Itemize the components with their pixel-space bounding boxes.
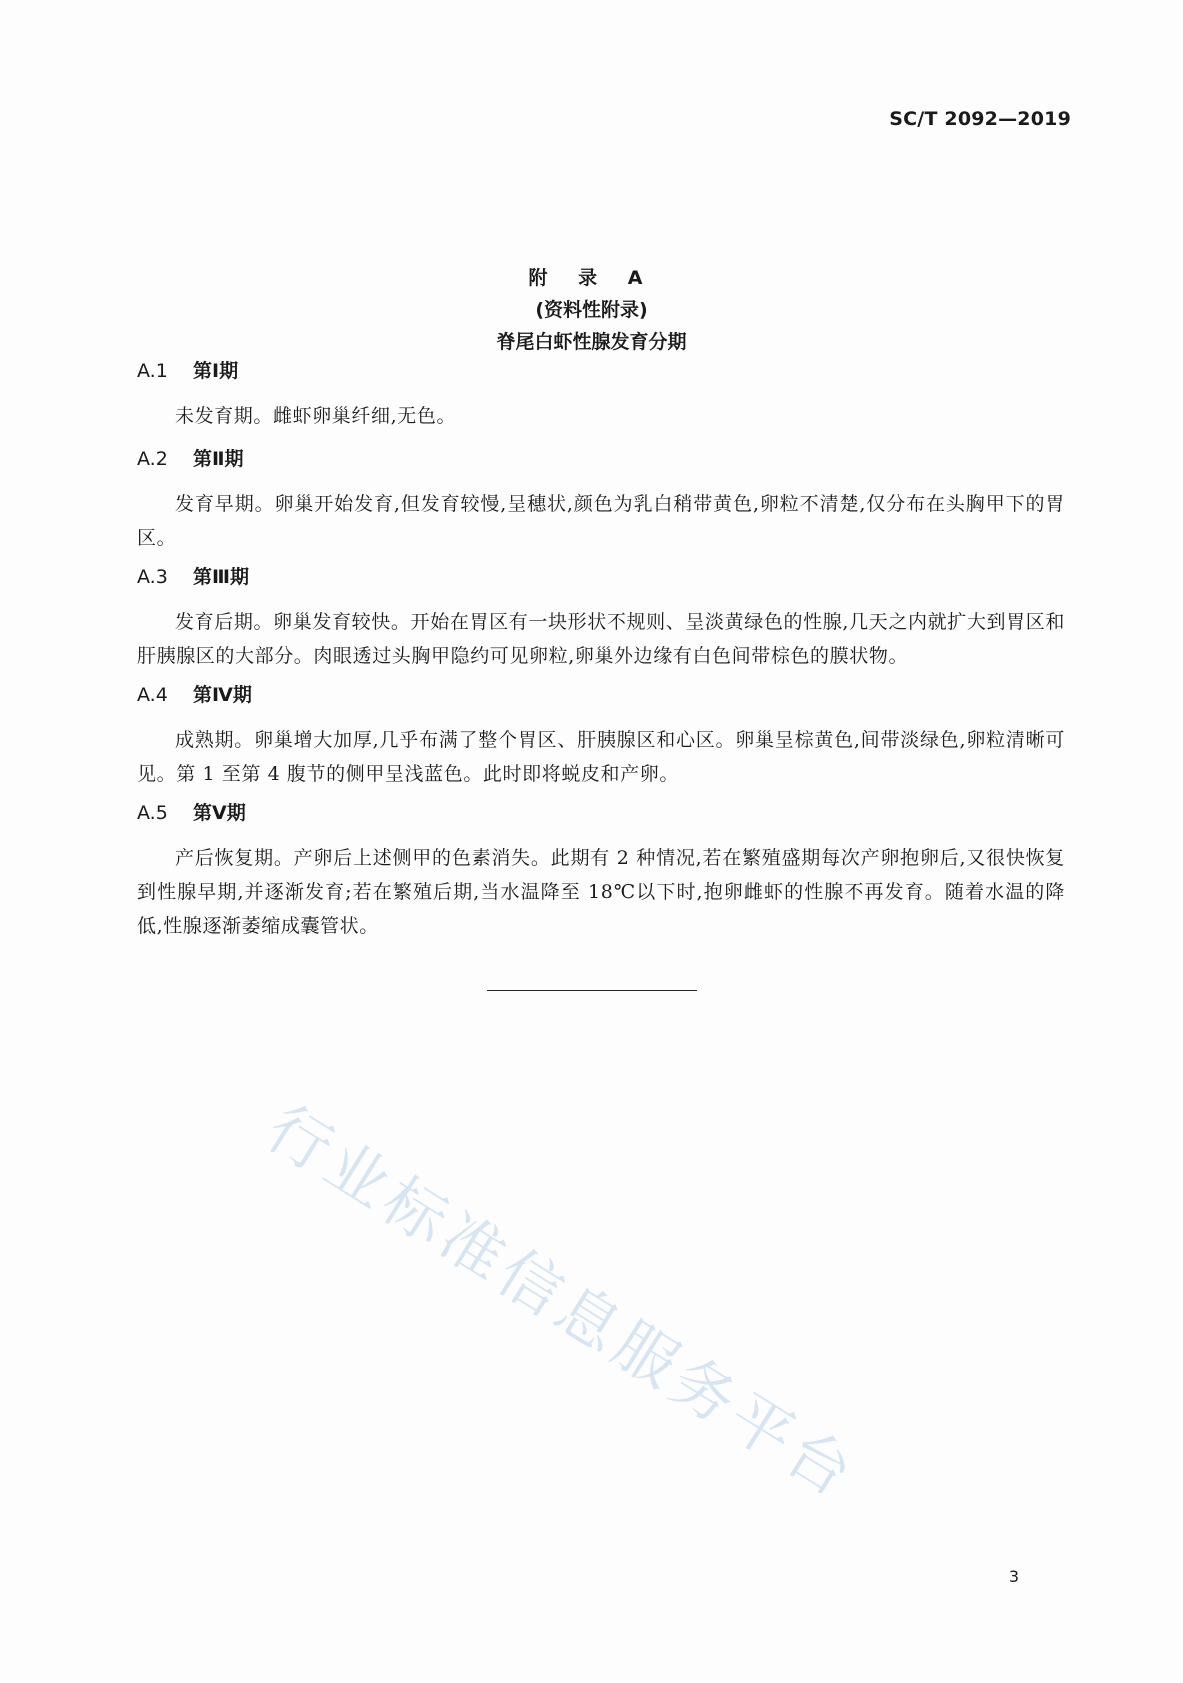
watermark: 行业标准信息服务平台 bbox=[254, 1091, 870, 1514]
section-title: 第Ⅰ期 bbox=[193, 360, 239, 382]
annex-header bbox=[0, 262, 1183, 358]
section-number: A.1 bbox=[137, 360, 168, 382]
section-title: 第Ⅴ期 bbox=[193, 802, 246, 824]
section-title: 第Ⅱ期 bbox=[193, 448, 244, 470]
section-body: 发育早期。卵巢开始发育,但发育较慢,呈穗状,颜色为乳白稍带黄色,卵粒不清楚,仅分布在头胸甲下的胃区。 bbox=[137, 493, 1065, 549]
section-a5 bbox=[137, 799, 1065, 943]
section-heading bbox=[137, 357, 1065, 385]
annex-type: (资料性附录) bbox=[535, 299, 648, 321]
section-body: 产后恢复期。产卵后上述侧甲的色素消失。此期有 2 种情况,若在繁殖盛期每次产卵抱卵后,又很快恢复到性腺早期,并逐渐发育;若在繁殖后期,当水温降至 18℃以下时,抱卵雌虾的性腺不再发育。随着水温的降低,性腺逐渐萎缩成囊管状。 bbox=[137, 847, 1065, 937]
document-code: SC/T 2092—2019 bbox=[889, 108, 1071, 130]
section-title: 第Ⅳ期 bbox=[193, 684, 252, 706]
section-heading bbox=[137, 681, 1065, 709]
section-a1 bbox=[137, 357, 1065, 433]
section-body: 未发育期。雌虾卵巢纤细,无色。 bbox=[175, 405, 457, 427]
section-body: 发育后期。卵巢发育较快。开始在胃区有一块形状不规则、呈淡黄绿色的性腺,几天之内就扩大到胃区和肝胰腺区的大部分。肉眼透过头胸甲隐约可见卵粒,卵巢外边缘有白色间带棕色的膜状物。 bbox=[137, 611, 1065, 667]
section-number: A.3 bbox=[137, 566, 168, 588]
section-a4 bbox=[137, 681, 1065, 791]
annex-subtitle: 脊尾白虾性腺发育分期 bbox=[496, 331, 687, 353]
section-heading bbox=[137, 563, 1065, 591]
page-number: 3 bbox=[1008, 1567, 1019, 1586]
end-rule bbox=[487, 990, 697, 991]
section-title: 第Ⅲ期 bbox=[193, 566, 249, 588]
section-number: A.2 bbox=[137, 448, 168, 470]
section-a2 bbox=[137, 445, 1065, 555]
annex-title: 附 录 A bbox=[528, 267, 655, 289]
section-heading bbox=[137, 445, 1065, 473]
section-a3 bbox=[137, 563, 1065, 673]
section-body: 成熟期。卵巢增大加厚,几乎布满了整个胃区、肝胰腺区和心区。卵巢呈棕黄色,间带淡绿色,卵粒清晰可见。第 1 至第 4 腹节的侧甲呈浅蓝色。此时即将蜕皮和产卵。 bbox=[137, 729, 1065, 785]
section-heading bbox=[137, 799, 1065, 827]
section-number: A.4 bbox=[137, 684, 168, 706]
section-number: A.5 bbox=[137, 802, 168, 824]
